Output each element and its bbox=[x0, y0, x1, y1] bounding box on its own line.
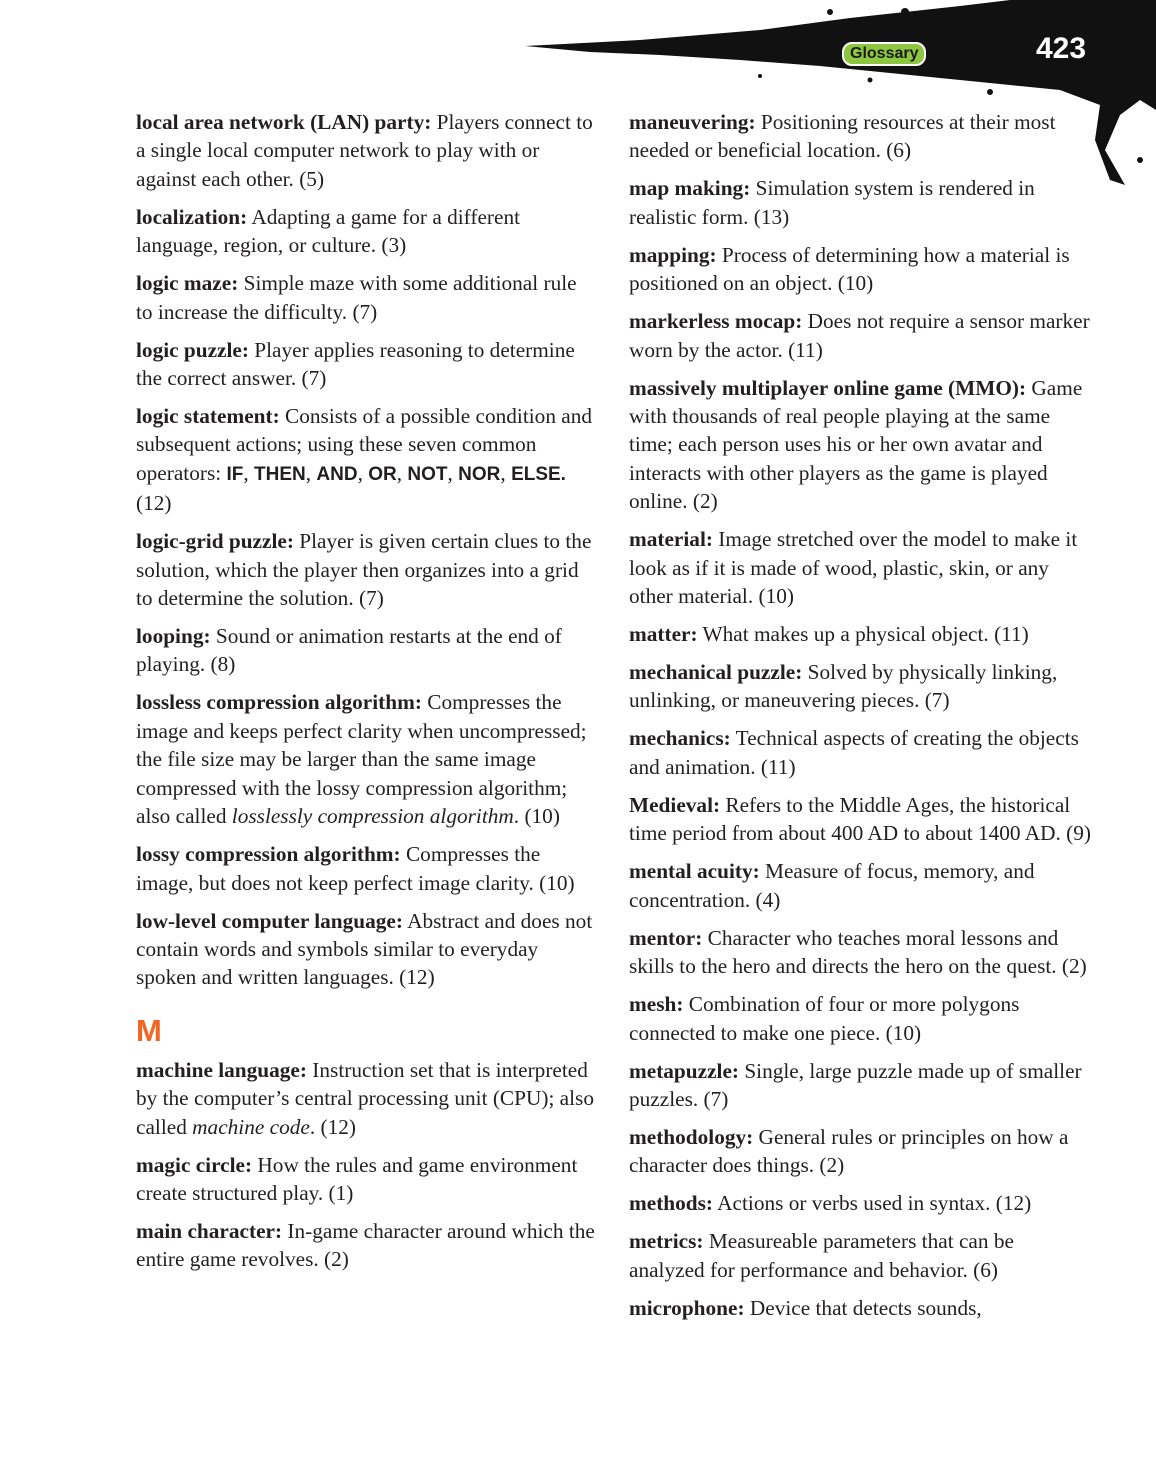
glossary-definition: Consists of a possible condition and subsequent actions; using these seven common operators: bbox=[136, 404, 593, 485]
glossary-definition: NOT bbox=[407, 463, 448, 485]
glossary-entry bbox=[136, 402, 598, 518]
glossary-term: material: bbox=[629, 527, 713, 552]
glossary-term: methods: bbox=[629, 1191, 714, 1216]
glossary-definition: Player applies reasoning to determine the correct answer. (7) bbox=[136, 337, 575, 391]
glossary-definition: losslessly compression algorithm bbox=[231, 804, 514, 829]
glossary-definition: Refers to the Middle Ages, the historical time period from about 400 AD to about 1400 AD. (9) bbox=[629, 792, 1091, 846]
glossary-definition: In-game character around which the entire game revolves. (2) bbox=[136, 1218, 595, 1272]
glossary-entry bbox=[136, 1151, 598, 1208]
glossary-definition: Simple maze with some additional rule to increase the difficulty. (7) bbox=[136, 271, 577, 324]
glossary-definition: , bbox=[396, 460, 408, 485]
section-letter-heading: M bbox=[136, 1012, 162, 1048]
glossary-definition: Single, large puzzle made up of smaller puzzles. (7) bbox=[629, 1058, 1082, 1111]
glossary-definition: How the rules and game environment create structured play. (1) bbox=[136, 1152, 578, 1205]
glossary-definition: Actions or verbs used in syntax. (12) bbox=[713, 1191, 1032, 1216]
glossary-definition: , bbox=[500, 460, 512, 485]
glossary-entry bbox=[136, 907, 598, 992]
glossary-term: microphone: bbox=[629, 1295, 745, 1320]
glossary-term: map making: bbox=[629, 176, 751, 201]
glossary-term: massively multiplayer online game (MMO): bbox=[629, 375, 1027, 400]
glossary-entry bbox=[629, 1189, 1091, 1217]
glossary-term: metapuzzle: bbox=[629, 1058, 739, 1083]
glossary-term: matter: bbox=[629, 622, 698, 647]
glossary-term: mapping: bbox=[629, 242, 717, 267]
glossary-entry bbox=[136, 269, 598, 326]
glossary-term: looping: bbox=[136, 624, 211, 649]
glossary-definition: Process of determining how a material is positioned on an object. (10) bbox=[629, 242, 1070, 296]
glossary-entry bbox=[629, 1227, 1091, 1284]
glossary-term: localization: bbox=[136, 204, 248, 229]
glossary-entry bbox=[136, 1056, 598, 1141]
page-number: 423 bbox=[1036, 32, 1087, 65]
glossary-definition: NOR bbox=[458, 463, 501, 485]
glossary-definition: THEN bbox=[254, 463, 306, 485]
glossary-entry bbox=[629, 374, 1091, 516]
glossary-definition: ELSE. bbox=[511, 463, 566, 485]
glossary-entry bbox=[136, 1217, 598, 1274]
glossary-definition: Technical aspects of creating the objects and animation. (11) bbox=[629, 726, 1079, 779]
glossary-term: lossy compression algorithm: bbox=[136, 842, 401, 867]
glossary-entry bbox=[629, 791, 1091, 848]
left-column bbox=[136, 108, 598, 1283]
glossary-definition: Abstract and does not contain words and symbols similar to everyday spoken and written languages. (12) bbox=[136, 908, 593, 990]
glossary-entry bbox=[629, 307, 1091, 364]
glossary-term: mentor: bbox=[629, 925, 703, 950]
glossary-entry bbox=[629, 620, 1091, 648]
glossary-entry bbox=[629, 658, 1091, 715]
glossary-definition: Image stretched over the model to make it look as if it is made of wood, plastic, skin, or any other material. (10) bbox=[629, 527, 1078, 609]
glossary-definition: machine code bbox=[192, 1114, 310, 1139]
glossary-definition: Measureable parameters that can be analyzed for performance and behavior. (6) bbox=[629, 1229, 1014, 1282]
glossary-definition: Instruction set that is interpreted by the computer’s central processing unit (CPU); also called bbox=[136, 1057, 594, 1139]
glossary-entry bbox=[136, 622, 598, 679]
glossary-term: low-level computer language: bbox=[136, 908, 403, 933]
glossary-definition: Combination of four or more polygons connected to make one piece. (10) bbox=[629, 992, 1020, 1045]
glossary-term: machine language: bbox=[136, 1057, 307, 1082]
glossary-definition: Solved by physically linking, unlinking, or maneuvering pieces. (7) bbox=[629, 660, 1058, 713]
glossary-entry bbox=[629, 990, 1091, 1047]
glossary-definition: Positioning resources at their most needed or beneficial location. (6) bbox=[629, 110, 1056, 163]
glossary-term: mesh: bbox=[629, 992, 684, 1017]
glossary-term: metrics: bbox=[629, 1229, 704, 1254]
glossary-entry bbox=[629, 724, 1091, 781]
section-tag: Glossary bbox=[842, 42, 926, 66]
glossary-definition: IF bbox=[226, 463, 244, 485]
entries-l bbox=[136, 108, 598, 992]
glossary-definition: General rules or principles on how a character does things. (2) bbox=[629, 1124, 1069, 1178]
glossary-entry bbox=[629, 174, 1091, 231]
glossary-definition: Players connect to a single local computer network to play with or against each other. (5) bbox=[136, 110, 593, 191]
entries-m bbox=[136, 1056, 598, 1274]
glossary-term: markerless mocap: bbox=[629, 309, 803, 334]
glossary-term: methodology: bbox=[629, 1124, 754, 1149]
right-column bbox=[629, 108, 1091, 1332]
glossary-entry bbox=[629, 108, 1091, 165]
glossary-definition: Game with thousands of real people playing at the same time; each person uses his or her own avatar and interacts with other players as the game is played online. (2) bbox=[629, 375, 1083, 514]
glossary-definition: OR bbox=[368, 463, 397, 485]
glossary-entry bbox=[629, 924, 1091, 981]
glossary-definition: (12) bbox=[136, 491, 172, 516]
glossary-definition: AND bbox=[316, 463, 358, 485]
glossary-entry bbox=[629, 1057, 1091, 1114]
glossary-entry bbox=[629, 525, 1091, 610]
glossary-term: logic maze: bbox=[136, 271, 239, 296]
glossary-term: logic statement: bbox=[136, 404, 280, 429]
glossary-entry bbox=[136, 336, 598, 393]
glossary-definition: What makes up a physical object. (11) bbox=[697, 622, 1029, 647]
glossary-entry bbox=[136, 840, 598, 897]
glossary-term: magic circle: bbox=[136, 1152, 253, 1177]
glossary-definition: , bbox=[357, 460, 369, 485]
glossary-definition: Player is given certain clues to the solution, which the player then organizes into a grid to determine the solution. (7) bbox=[136, 529, 592, 611]
glossary-term: mental acuity: bbox=[629, 859, 760, 884]
glossary-definition: Simulation system is rendered in realistic form. (13) bbox=[629, 176, 1035, 229]
glossary-term: mechanics: bbox=[629, 726, 731, 751]
glossary-definition: Device that detects sounds, bbox=[744, 1295, 982, 1320]
glossary-term: logic puzzle: bbox=[136, 337, 249, 362]
glossary-term: logic-grid puzzle: bbox=[136, 529, 294, 554]
glossary-term: mechanical puzzle: bbox=[629, 660, 803, 685]
glossary-definition: , bbox=[243, 460, 255, 485]
glossary-definition: Character who teaches moral lessons and skills to the hero and directs the hero on the quest. (2) bbox=[629, 925, 1087, 979]
glossary-term: maneuvering: bbox=[629, 110, 756, 134]
glossary-definition: , bbox=[305, 460, 317, 485]
glossary-definition: Sound or animation restarts at the end of playing. (8) bbox=[136, 624, 562, 677]
glossary-definition: Measure of focus, memory, and concentration. (4) bbox=[629, 859, 1035, 912]
glossary-entry bbox=[136, 527, 598, 612]
glossary-definition: Does not require a sensor marker worn by the actor. (11) bbox=[629, 309, 1090, 362]
glossary-term: lossless compression algorithm: bbox=[136, 690, 422, 715]
glossary-definition: . (12) bbox=[309, 1114, 356, 1139]
entries-right bbox=[629, 108, 1091, 1322]
glossary-term: main character: bbox=[136, 1218, 283, 1243]
glossary-definition: , bbox=[447, 460, 459, 485]
glossary-definition: Adapting a game for a different language, region, or culture. (3) bbox=[136, 204, 521, 258]
glossary-definition: . (10) bbox=[513, 804, 560, 829]
glossary-definition: Compresses the image, but does not keep perfect image clarity. (10) bbox=[136, 842, 575, 895]
glossary-entry bbox=[629, 1294, 1091, 1322]
glossary-entry bbox=[136, 108, 598, 193]
glossary-term: Medieval: bbox=[629, 792, 721, 817]
glossary-entry bbox=[136, 203, 598, 260]
glossary-entry bbox=[629, 241, 1091, 298]
glossary-term: local area network (LAN) party: bbox=[136, 110, 432, 134]
glossary-entry bbox=[136, 688, 598, 830]
glossary-entry bbox=[629, 1123, 1091, 1180]
glossary-entry bbox=[629, 857, 1091, 914]
glossary-definition: Compresses the image and keeps perfect clarity when uncompressed; the file size may be larger than the same image compressed with the lossy compression algorithm; also called bbox=[136, 690, 587, 829]
